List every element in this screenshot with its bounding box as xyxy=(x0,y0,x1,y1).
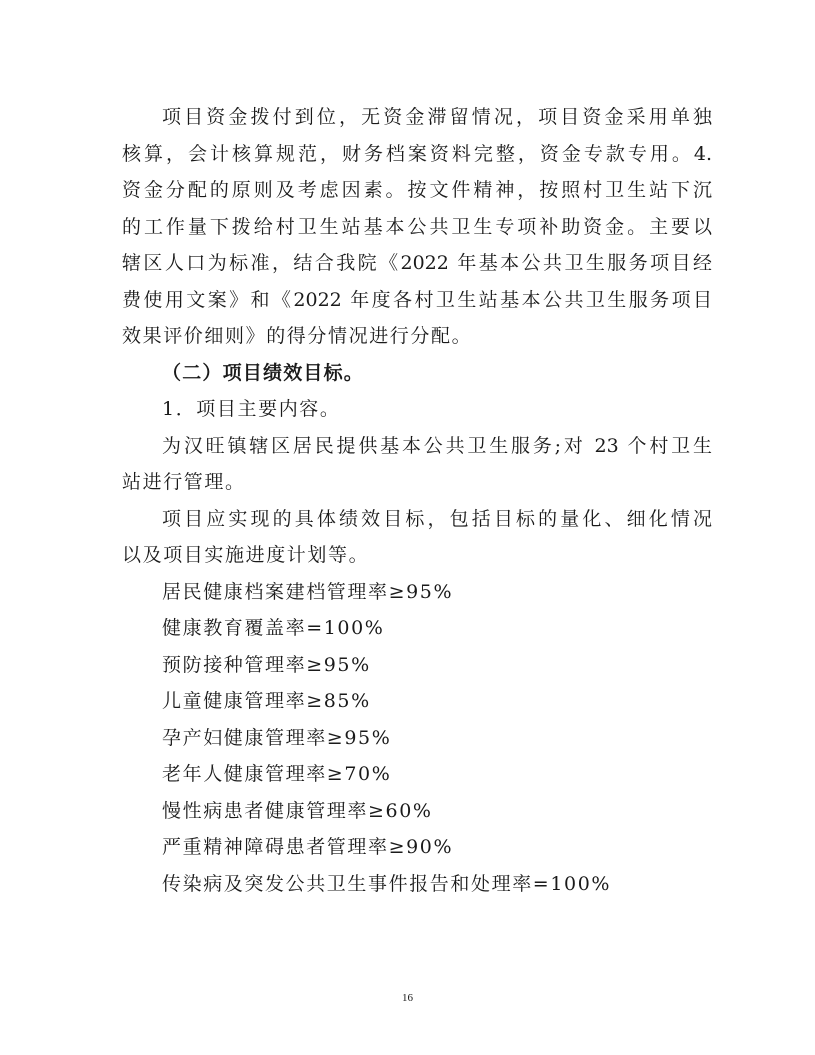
body-text xyxy=(122,99,712,902)
target-item: 传染病及突发公共卫生事件报告和处理率=100% xyxy=(162,872,612,895)
target-item: 儿童健康管理率≥85% xyxy=(162,690,371,712)
paragraph-line: 效果评价细则》的得分情况进行分配。 xyxy=(122,325,473,347)
target-item: 孕产妇健康管理率≥95% xyxy=(162,726,392,749)
target-item: 严重精神障碍患者管理率≥90% xyxy=(162,836,454,858)
paragraph-line: 的工作量下拨给村卫生站基本公共卫生专项补助资金。主要以 xyxy=(122,215,712,238)
paragraph-line: 项目资金拨付到位，无资金滞留情况，项目资金采用单独 xyxy=(162,106,712,128)
section-heading: （二）项目绩效目标。 xyxy=(162,361,365,384)
target-item: 慢性病患者健康管理率≥60% xyxy=(162,799,433,822)
paragraph-line: 以及项目实施进度计划等。 xyxy=(122,544,370,566)
target-item: 健康教育覆盖率=100% xyxy=(162,617,385,639)
item-title: 1．项目主要内容。 xyxy=(162,398,341,420)
paragraph-line: 项目应实现的具体绩效目标，包括目标的量化、细化情况 xyxy=(162,507,712,530)
paragraph-line: 费使用文案》和《2022 年度各村卫生站基本公共卫生服务项目 xyxy=(122,288,712,311)
target-item: 预防接种管理率≥95% xyxy=(162,653,371,676)
paragraph-line: 辖区人口为标准，结合我院《2022 年基本公共卫生服务项目经 xyxy=(122,252,712,274)
paragraph-line: 为汉旺镇辖区居民提供基本公共卫生服务;对 23 个村卫生 xyxy=(162,434,712,457)
page-number: 16 xyxy=(402,992,413,1004)
paragraph-line: 站进行管理。 xyxy=(122,471,246,493)
paragraph-line: 资金分配的原则及考虑因素。按文件精神，按照村卫生站下沉 xyxy=(122,179,712,201)
target-item: 居民健康档案建档管理率≥95% xyxy=(162,580,454,603)
target-item: 老年人健康管理率≥70% xyxy=(162,763,392,785)
paragraph-line: 核算，会计核算规范，财务档案资料完整，资金专款专用。4. xyxy=(122,142,712,165)
